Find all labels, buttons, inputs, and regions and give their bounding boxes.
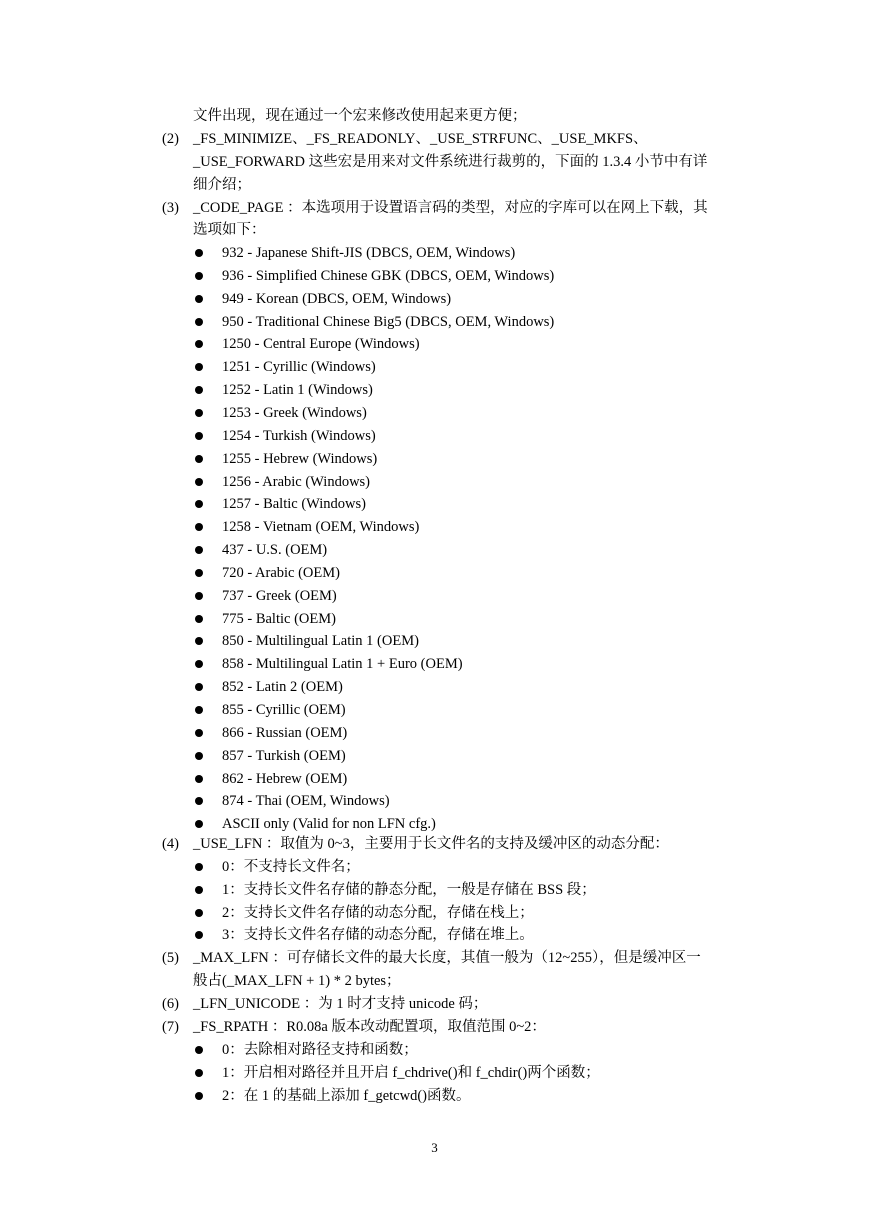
bullet-icon [195, 909, 203, 917]
bullet-icon [195, 886, 203, 894]
list-item: 1256 - Arabic (Windows) [222, 473, 371, 490]
list-item: 2：支持长文件名存储的动态分配，存储在栈上； [222, 904, 534, 921]
bullet-icon [195, 931, 203, 939]
bullet-icon [195, 432, 203, 440]
bullet-icon [195, 295, 203, 303]
bullet-icon [195, 569, 203, 577]
list-item: 1：开启相对路径并且开启 f_chdrive()和 f_chdir()两个函数； [222, 1064, 600, 1081]
list-item: 1：支持长文件名存储的静态分配，一般是存储在 BSS 段； [222, 881, 596, 898]
bullet-icon [195, 318, 203, 326]
section-text: 选项如下： [193, 222, 266, 238]
section-text: _FS_MINIMIZE、_FS_READONLY、_USE_STRFUNC、_USE_MKFS、 [193, 131, 648, 147]
list-item: 1252 - Latin 1 (Windows) [222, 382, 373, 399]
bullet-icon [195, 775, 203, 783]
bullet-icon [195, 592, 203, 600]
list-item: 850 - Multilingual Latin 1 (OEM) [222, 633, 419, 650]
list-item: 720 - Arabic (OEM) [222, 564, 340, 581]
list-item: 862 - Hebrew (OEM) [222, 770, 348, 787]
list-item: 0：去除相对路径支持和函数； [222, 1042, 418, 1058]
list-item: 3：支持长文件名存储的动态分配，存储在堆上。 [222, 927, 534, 944]
bullet-icon [195, 363, 203, 371]
list-item: 0：不支持长文件名； [222, 859, 360, 875]
section-text: _CODE_PAGE ：本选项用于设置语言码的类型，对应的字库可以在网上下载，其 [193, 200, 708, 216]
list-item: 874 - Thai (OEM, Windows) [222, 793, 390, 810]
section-text: 般占(_MAX_LFN + 1) * 2 bytes； [193, 973, 401, 989]
bullet-icon [195, 523, 203, 531]
bullet-icon [195, 615, 203, 623]
bullet-icon [195, 820, 203, 828]
bullet-icon [195, 272, 203, 280]
bullet-icon [195, 500, 203, 508]
section-number: (7) [162, 1019, 179, 1035]
bullet-icon [195, 797, 203, 805]
list-item: 2：在 1 的基础上添加 f_getcwd()函数。 [222, 1087, 471, 1104]
section-number: (2) [162, 131, 179, 147]
list-item: 1251 - Cyrillic (Windows) [222, 359, 376, 376]
bullet-icon [195, 478, 203, 486]
bullet-icon [195, 409, 203, 417]
section-text: _USE_FORWARD 这些宏是用来对文件系统进行裁剪的，下面的 1.3.4 小节中有详 [193, 154, 708, 170]
list-item: 737 - Greek (OEM) [222, 587, 337, 604]
bullet-icon [195, 729, 203, 737]
bullet-icon [195, 706, 203, 714]
page-number: 3 [431, 1140, 438, 1155]
list-item: 1255 - Hebrew (Windows) [222, 450, 378, 467]
list-item: 1257 - Baltic (Windows) [222, 496, 366, 513]
list-item: 1253 - Greek (Windows) [222, 404, 367, 421]
list-item: 950 - Traditional Chinese Big5 (DBCS, OEM, Windows) [222, 313, 555, 330]
section-number: (4) [162, 836, 179, 852]
bullet-icon [195, 660, 203, 668]
bullet-icon [195, 1069, 203, 1077]
section-text: _LFN_UNICODE ：为 1 时才支持 unicode 码； [193, 996, 488, 1012]
list-item: 932 - Japanese Shift-JIS (DBCS, OEM, Windows) [222, 245, 516, 261]
bullet-icon [195, 752, 203, 760]
list-item: 949 - Korean (DBCS, OEM, Windows) [222, 290, 452, 307]
section-text: _USE_LFN ：取值为 0~3，主要用于长文件名的支持及缓冲区的动态分配： [193, 836, 669, 852]
section-number: (5) [162, 950, 179, 966]
list-item: 437 - U.S. (OEM) [222, 542, 328, 559]
bullet-icon [195, 249, 203, 257]
bullet-icon [195, 386, 203, 394]
section-text: _FS_RPATH ：R0.08a 版本改动配置项，取值范围 0~2： [193, 1019, 546, 1035]
list-item: 852 - Latin 2 (OEM) [222, 679, 343, 696]
bullet-icon [195, 1092, 203, 1100]
list-item: 936 - Simplified Chinese GBK (DBCS, OEM, Windows) [222, 267, 555, 284]
list-item: 1250 - Central Europe (Windows) [222, 336, 420, 353]
list-item: 1254 - Turkish (Windows) [222, 427, 376, 444]
list-item: 857 - Turkish (OEM) [222, 747, 346, 764]
section-number: (6) [162, 996, 179, 1012]
intro-line: 文件出现，现在通过一个宏来修改使用起来更方便； [193, 108, 527, 124]
bullet-icon [195, 546, 203, 554]
bullet-icon [195, 455, 203, 463]
list-item: 858 - Multilingual Latin 1 + Euro (OEM) [222, 656, 463, 673]
section-text: _MAX_LFN ：可存储长文件的最大长度，其值一般为（12~255），但是缓冲区一 [193, 950, 701, 966]
list-item: 1258 - Vietnam (OEM, Windows) [222, 519, 420, 536]
bullet-icon [195, 637, 203, 645]
list-item: 855 - Cyrillic (OEM) [222, 702, 346, 718]
list-item: 866 - Russian (OEM) [222, 724, 348, 741]
list-item: 775 - Baltic (OEM) [222, 610, 336, 627]
bullet-icon [195, 683, 203, 691]
bullet-icon [195, 1046, 203, 1054]
list-item: ASCII only (Valid for non LFN cfg.) [222, 816, 436, 833]
section-number: (3) [162, 200, 179, 216]
section-text: 细介绍； [193, 177, 251, 193]
bullet-icon [195, 340, 203, 348]
bullet-icon [195, 863, 203, 871]
